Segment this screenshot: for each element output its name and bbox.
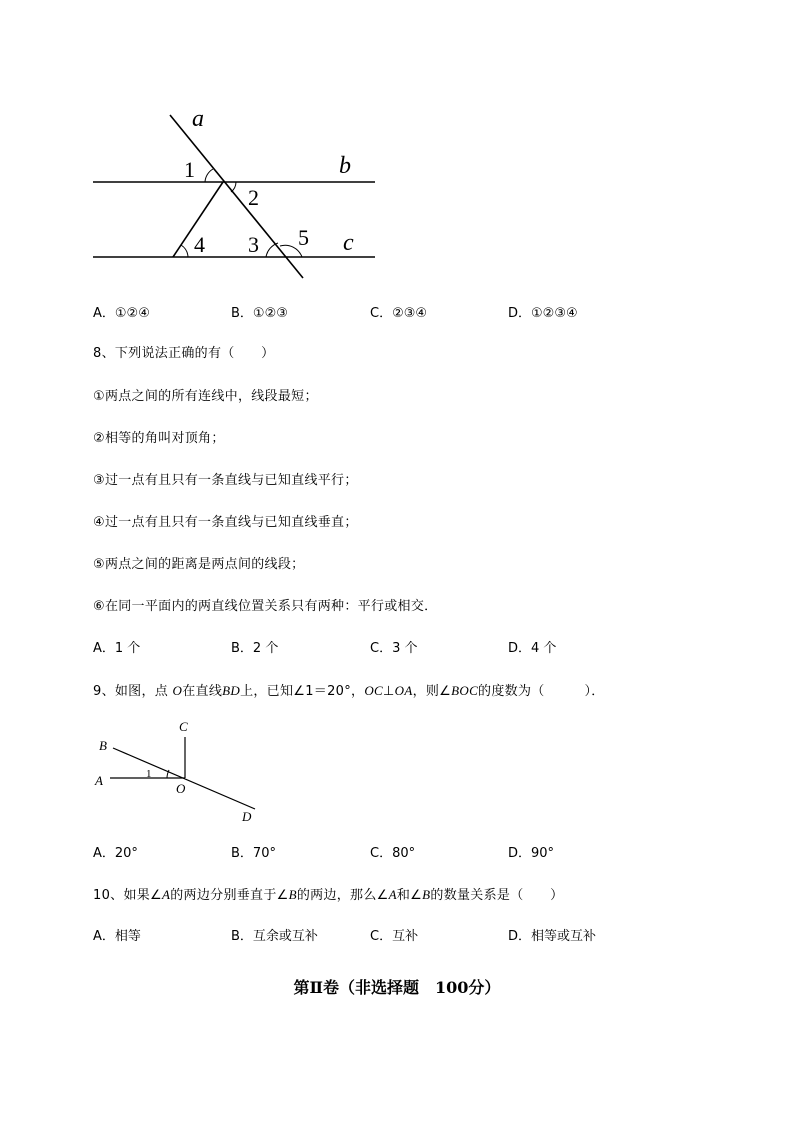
q8-statement-5: ⑤两点之间的距离是两点间的线段；	[93, 557, 305, 572]
q7-option-c: C．②③④	[370, 306, 428, 321]
q9-option-a: A．20°	[93, 846, 138, 861]
label-b: b	[339, 153, 351, 179]
q9-option-c: C．80°	[370, 846, 416, 861]
label-c: c	[343, 230, 354, 256]
q10-stem: 10、如果∠A的两边分别垂直于∠B的两边，那么∠A和∠B的数量关系是（ ）	[93, 887, 564, 903]
label-D: D	[242, 809, 252, 824]
q7-option-d: D．①②③④	[508, 306, 578, 321]
q7-option-a: A．①②④	[93, 306, 150, 321]
q9-stem: 9、如图，点 O在直线BD上，已知∠1＝20°，OC⊥OA，则∠BOC的度数为（ ）．	[93, 683, 605, 699]
label-angle-5: 5	[298, 225, 309, 250]
q8-stem: 8、下列说法正确的有（ ）	[93, 346, 275, 361]
q7-option-b: B．①②③	[231, 306, 288, 321]
q10-option-d: D．相等或互补	[508, 929, 597, 944]
angle-4-arc	[181, 245, 188, 257]
q8-statement-2: ②相等的角叫对顶角；	[93, 431, 225, 446]
q8-statement-1: ①两点之间的所有连线中，线段最短；	[93, 389, 318, 404]
angle-figure	[90, 715, 270, 825]
q10-option-a: A．相等	[93, 929, 141, 944]
q8-statement-4: ④过一点有且只有一条直线与已知直线垂直；	[93, 515, 358, 530]
q8-statement-3: ③过一点有且只有一条直线与已知直线平行；	[93, 473, 358, 488]
q10-option-b: B．互余或互补	[231, 929, 318, 944]
label-C: C	[179, 719, 188, 734]
label-B: B	[99, 738, 107, 753]
q8-option-c: C．3 个	[370, 641, 418, 656]
label-angle-1: 1	[146, 768, 152, 780]
q8-option-a: A．1 个	[93, 641, 141, 656]
q9-option-b: B．70°	[231, 846, 276, 861]
q9-option-d: D．90°	[508, 846, 555, 861]
q10-option-c: C．互补	[370, 929, 419, 944]
q8-option-b: B．2 个	[231, 641, 279, 656]
label-a: a	[192, 106, 204, 132]
section-heading: 第Ⅱ卷（非选择题 100分）	[293, 978, 501, 997]
label-A: A	[95, 773, 103, 788]
line-a	[170, 115, 303, 278]
label-angle-1: 1	[184, 157, 195, 182]
angle-1-arc	[205, 169, 213, 182]
label-angle-4: 4	[194, 232, 205, 257]
label-angle-2: 2	[248, 185, 259, 210]
q8-option-d: D．4 个	[508, 641, 557, 656]
label-angle-3: 3	[248, 232, 259, 257]
parallel-lines-figure	[85, 100, 385, 290]
q8-statement-6: ⑥在同一平面内的两直线位置关系只有两种：平行或相交．	[93, 599, 438, 614]
label-O: O	[176, 781, 186, 796]
